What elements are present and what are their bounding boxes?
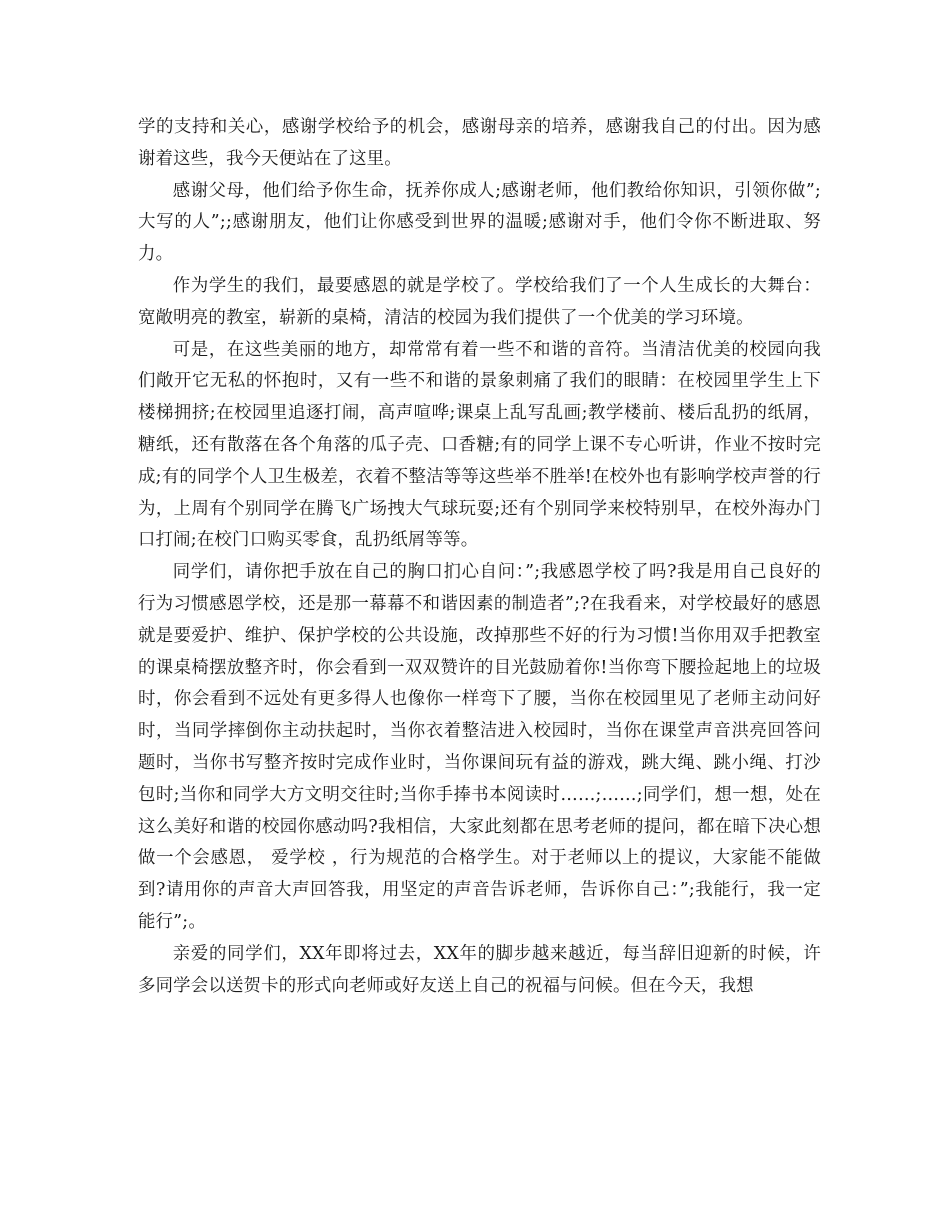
paragraph-4: 可是，在这些美丽的地方，却常常有着一些不和谐的音符。当清洁优美的校园向我们敞开它无私的怀抱时，又有一些不和谐的景象刺痛了我们的眼睛：在校园里学生上下楼梯拥挤;在校园里追逐打闹，高声喧哗;课桌上乱写乱画;教学楼前、楼后乱扔的纸屑，糖纸，还有散落在各个角落的瓜子壳、口香糖;有的同学上课不专心听讲，作业不按时完成;有的同学个人卫生极差，衣着不整洁等等这些举不胜举!在校外也有影响学校声誉的行为，上周有个别同学在腾飞广场拽大气球玩耍;还有个别同学来校特别早，在校外海办门口打闹;在校门口购买零食，乱扔纸屑等等。	[138, 339, 821, 551]
paragraph-6: 亲爱的同学们，XX年即将过去，XX年的脚步越来越近，每当辞旧迎新的时候，许多同学会以送贺卡的形式向老师或好友送上自己的祝福与问候。但在今天，我想	[138, 943, 821, 996]
paragraph-5: 同学们，请你把手放在自己的胸口扪心自问：”;我感恩学校了吗?我是用自己良好的行为习惯感恩学校，还是那一幕幕不和谐因素的制造者”;?在我看来，对学校最好的感恩就是要爱护、维护、保护学校的公共设施，改掉那些不好的行为习惯!当你用双手把教室的课桌椅摆放整齐时，你会看到一双双赞许的目光鼓励着你!当你弯下腰捡起地上的垃圾时，你会看到不远处有更多得人也像你一样弯下了腰，当你在校园里见了老师主动问好时，当同学摔倒你主动扶起时，当你衣着整洁进入校园时，当你在课堂声音洪亮回答问题时，当你书写整齐按时完成作业时，当你课间玩有益的游戏，跳大绳、跳小绳、打沙包时;当你和同学大方文明交往时;当你手捧书本阅读时……;……;同学们，想一想，处在这么美好和谐的校园你感动吗?我相信，大家此刻都在思考老师的提问，都在暗下决心想做一个会感恩， 爱学校 ，行为规范的合格学生。对于老师以上的提议，大家能不能做到?请用你的声音大声回答我，用坚定的声音告诉老师，告诉你自己：”;我能行，我一定能行”;。	[138, 562, 821, 932]
paragraph-3: 作为学生的我们，最要感恩的就是学校了。学校给我们了一个人生成长的大舞台：宽敞明亮的教室，崭新的桌椅，清洁的校园为我们提供了一个优美的学习环境。	[138, 275, 821, 328]
paragraph-1: 学的支持和关心，感谢学校给予的机会，感谢母亲的培养，感谢我自己的付出。因为感谢着这些，我今天便站在了这里。	[138, 117, 821, 169]
paragraph-2: 感谢父母，他们给予你生命，抚养你成人;感谢老师，他们教给你知识，引领你做”;大写的人”;;感谢朋友，他们让你感受到世界的温暖;感谢对手，他们令你不断进取、努力。	[138, 180, 821, 265]
document-body	[138, 112, 821, 1002]
